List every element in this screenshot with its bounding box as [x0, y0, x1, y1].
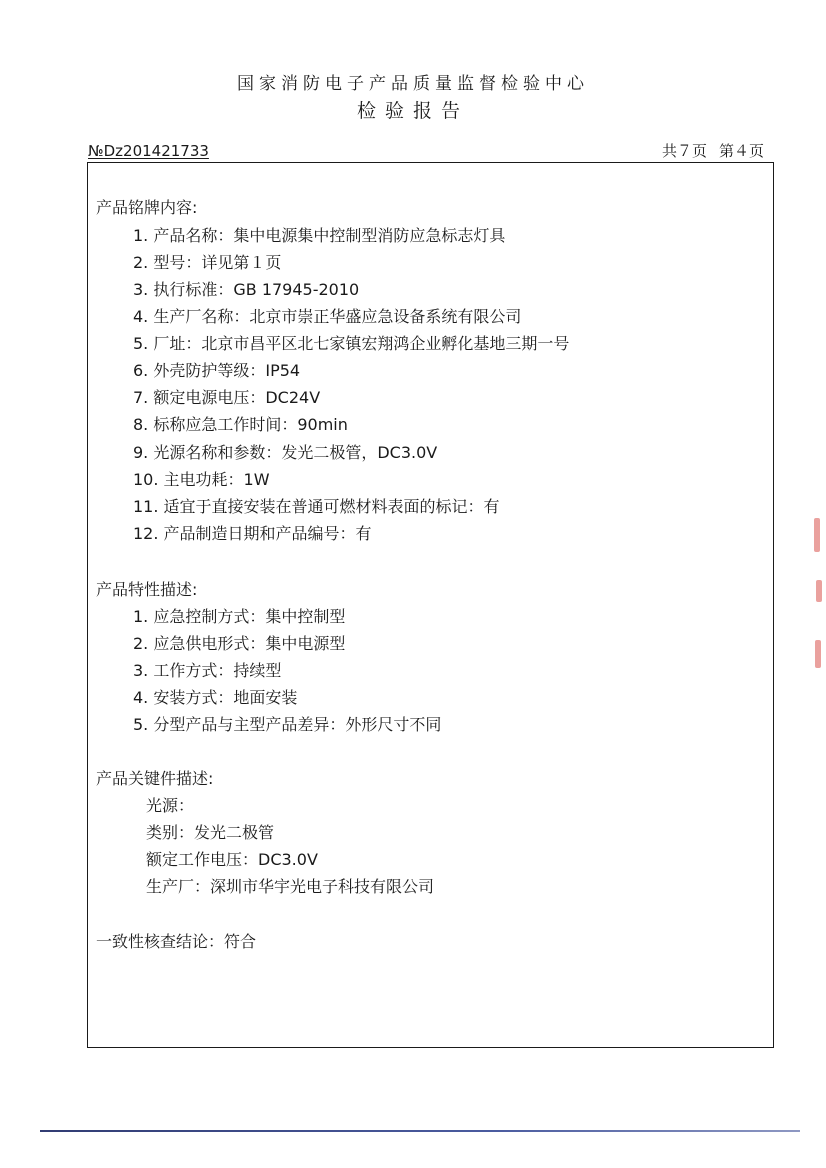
feature-item: 4. 安装方式：地面安装: [133, 688, 298, 707]
report-title: 检验报告: [356, 100, 469, 122]
edge-stamp-mark: [816, 580, 822, 602]
feature-item: 3. 工作方式：持续型: [133, 661, 282, 680]
conclusion: 一致性核查结论：符合: [96, 932, 257, 951]
nameplate-item: 12. 产品制造日期和产品编号：有: [133, 524, 372, 543]
bottom-rule: [40, 1130, 800, 1132]
features-heading: 产品特性描述:: [96, 580, 198, 599]
organization-title: 国家消防电子产品质量监督检验中心: [237, 74, 589, 94]
key-components-heading: 产品关键件描述:: [96, 769, 214, 788]
nameplate-item: 7. 额定电源电压：DC24V: [133, 388, 321, 407]
page-info: [662, 142, 764, 160]
nameplate-item: 9. 光源名称和参数：发光二极管，DC3.0V: [133, 443, 438, 462]
nameplate-item: 6. 外壳防护等级：IP54: [133, 361, 301, 380]
key-component-item: 类别：发光二极管: [146, 823, 275, 842]
nameplate-item: 4. 生产厂名称：北京市崇正华盛应急设备系统有限公司: [133, 307, 522, 326]
nameplate-item: 8. 标称应急工作时间：90min: [133, 415, 348, 434]
nameplate-item: 2. 型号：详见第１页: [133, 253, 282, 272]
key-component-item: 光源：: [146, 796, 195, 815]
key-component-item: 生产厂：深圳市华宇光电子科技有限公司: [146, 877, 435, 896]
current-page: 第４页: [718, 142, 764, 160]
nameplate-item: 10. 主电功耗：1W: [133, 470, 270, 489]
key-component-item: 额定工作电压：DC3.0V: [146, 850, 318, 869]
nameplate-heading: 产品铭牌内容:: [96, 198, 198, 217]
feature-item: 5. 分型产品与主型产品差异：外形尺寸不同: [133, 715, 442, 734]
feature-item: 1. 应急控制方式：集中控制型: [133, 607, 346, 626]
edge-stamp-mark: [814, 518, 820, 552]
edge-stamp-mark: [815, 640, 821, 668]
feature-item: 2. 应急供电形式：集中电源型: [133, 634, 346, 653]
report-number: №Dz201421733: [88, 142, 209, 160]
nameplate-item: 3. 执行标准：GB 17945-2010: [133, 280, 360, 299]
nameplate-item: 5. 厂址：北京市昌平区北七家镇宏翔鸿企业孵化基地三期一号: [133, 334, 570, 353]
nameplate-item: 1. 产品名称：集中电源集中控制型消防应急标志灯具: [133, 226, 506, 245]
total-pages: 共７页: [661, 142, 707, 160]
nameplate-item: 11. 适宜于直接安装在普通可燃材料表面的标记：有: [133, 497, 500, 516]
